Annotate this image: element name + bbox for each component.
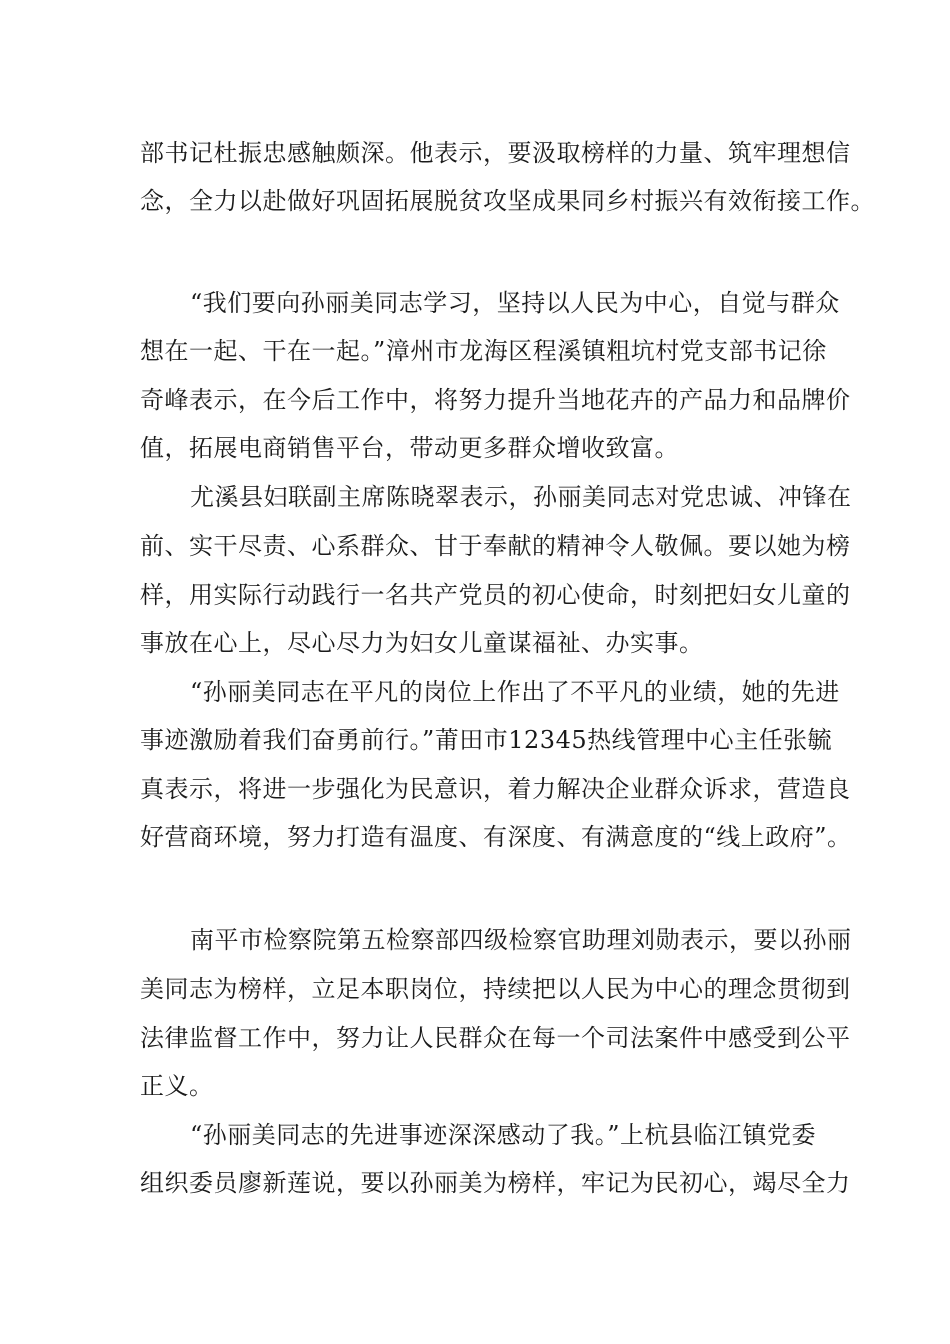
text-line: 好营商环境，努力打造有温度、有深度、有满意度的“线上政府”。 [140,823,852,851]
text-line: “孙丽美同志在平凡的岗位上作出了不平凡的业绩，她的先进 [190,678,840,706]
text-line: 奇峰表示，在今后工作中，将努力提升当地花卉的产品力和品牌价 [140,386,851,414]
text-line: 值，拓展电商销售平台，带动更多群众增收致富。 [140,434,679,462]
text-line: 前、实干尽责、心系群众、甘于奉献的精神令人敬佩。要以她为榜 [140,532,851,560]
text-line: 真表示，将进一步强化为民意识，着力解决企业群众诉求，营造良 [140,775,851,803]
text-line: “我们要向孙丽美同志学习，坚持以人民为中心，自觉与群众 [190,289,840,317]
text-line: 想在一起、干在一起。”漳州市龙海区程溪镇粗坑村党支部书记徐 [140,337,827,365]
text-line: 法律监督工作中，努力让人民群众在每一个司法案件中感受到公平 [140,1024,851,1052]
text-line: 事放在心上，尽心尽力为妇女儿童谋福祉、办实事。 [140,629,704,657]
text-line: 样，用实际行动践行一名共产党员的初心使命，时刻把妇女儿童的 [140,581,851,609]
text-line: 部书记杜振忠感触颇深。他表示，要汲取榜样的力量、筑牢理想信 [140,139,851,167]
text-line: 正义。 [140,1072,214,1100]
text-line: “孙丽美同志的先进事迹深深感动了我。”上杭县临江镇党委 [190,1121,817,1149]
text-line: 组织委员廖新莲说，要以孙丽美为榜样，牢记为民初心，竭尽全力 [140,1169,851,1197]
text-line: 尤溪县妇联副主席陈晓翠表示，孙丽美同志对党忠诚、冲锋在 [190,483,852,511]
text-line: 事迹激励着我们奋勇前行。”莆田市12345热线管理中心主任张毓 [140,726,833,754]
text-line: 美同志为榜样，立足本职岗位，持续把以人民为中心的理念贯彻到 [140,975,851,1003]
text-line: 念，全力以赴做好巩固拓展脱贫攻坚成果同乡村振兴有效衔接工作。 [140,187,875,215]
text-line: 南平市检察院第五检察部四级检察官助理刘勋表示，要以孙丽 [190,926,852,954]
